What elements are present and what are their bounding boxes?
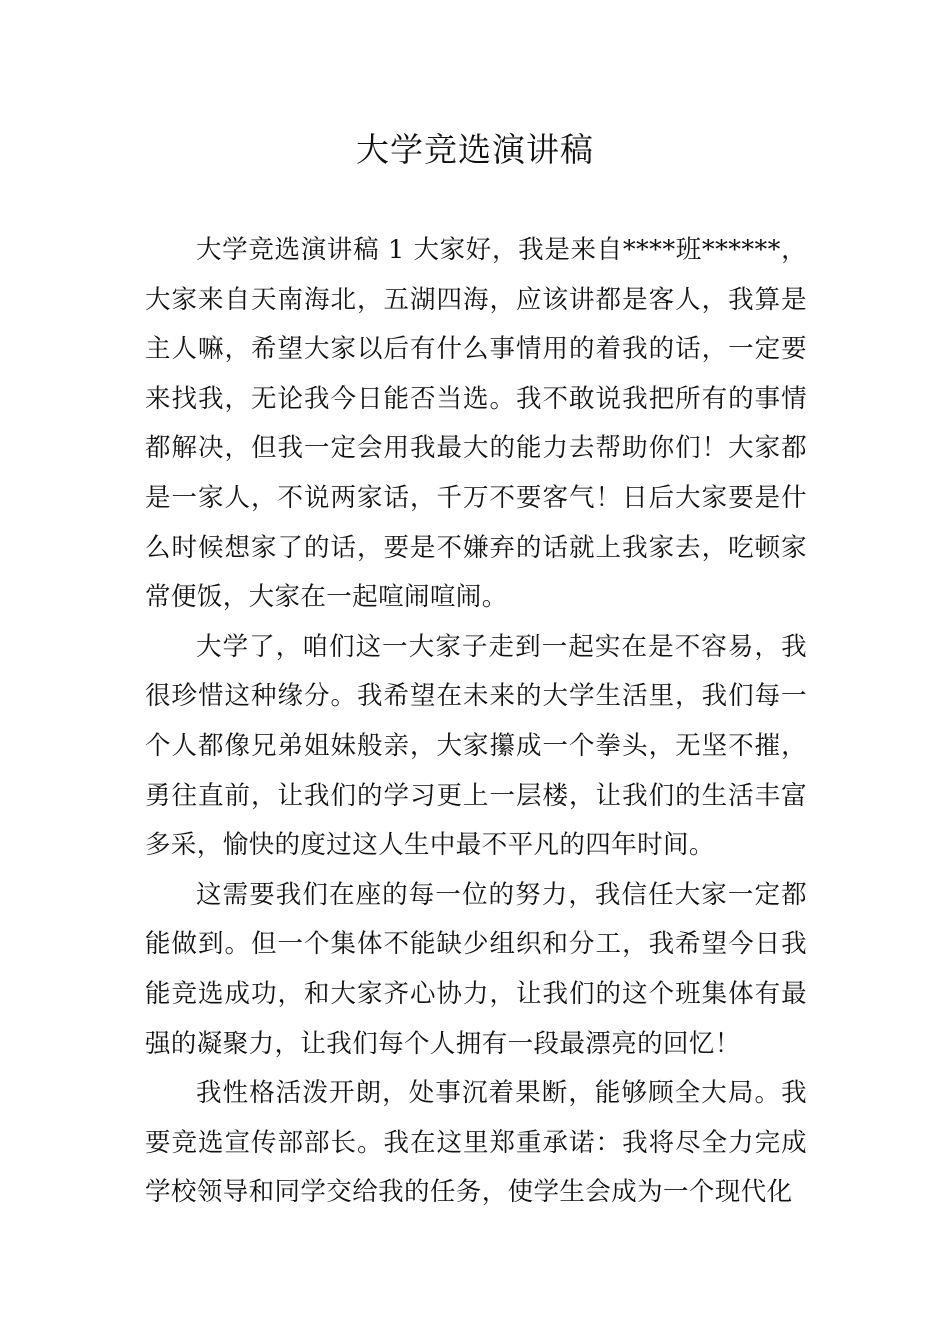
paragraph-2: 大学了，咱们这一大家子走到一起实在是不容易，我很珍惜这种缘分。我希望在未来的大学生活里，我们每一个人都像兄弟姐妹般亲，大家攥成一个拳头，无坚不摧，勇往直前，让我们的学习更上一层楼，让我们的生活丰富多采，愉快的度过这人生中最不平凡的四年时间。 [145,631,807,861]
paragraph-4: 我性格活泼开朗，处事沉着果断，能够顾全大局。我要竞选宣传部部长。我在这里郑重承诺：我将尽全力完成学校领导和同学交给我的任务，使学生会成为一个现代化 [145,1078,807,1208]
paragraph-1: 大学竞选演讲稿 1 大家好，我是来自****班******，大家来自天南海北，五湖四海，应该讲都是客人，我算是主人嘛，希望大家以后有什么事情用的着我的话，一定要来找我，无论我今日能否当选。我不敢说我把所有的事情都解决，但我一定会用我最大的能力去帮助你们！大家都是一家人，不说两家话，千万不要客气！日后大家要是什么时候想家了的话，要是不嫌弃的话就上我家去，吃顿家常便饭，大家在一起喧闹喧闹。 [145,235,807,613]
document-body [145,226,807,1218]
document-title: 大学竞选演讲稿 [356,130,594,169]
paragraph-3: 这需要我们在座的每一位的努力，我信任大家一定都能做到。但一个集体不能缺少组织和分工，我希望今日我能竞选成功，和大家齐心协力，让我们的这个班集体有最强的凝聚力，让我们每个人拥有一段最漂亮的回忆！ [145,879,807,1059]
